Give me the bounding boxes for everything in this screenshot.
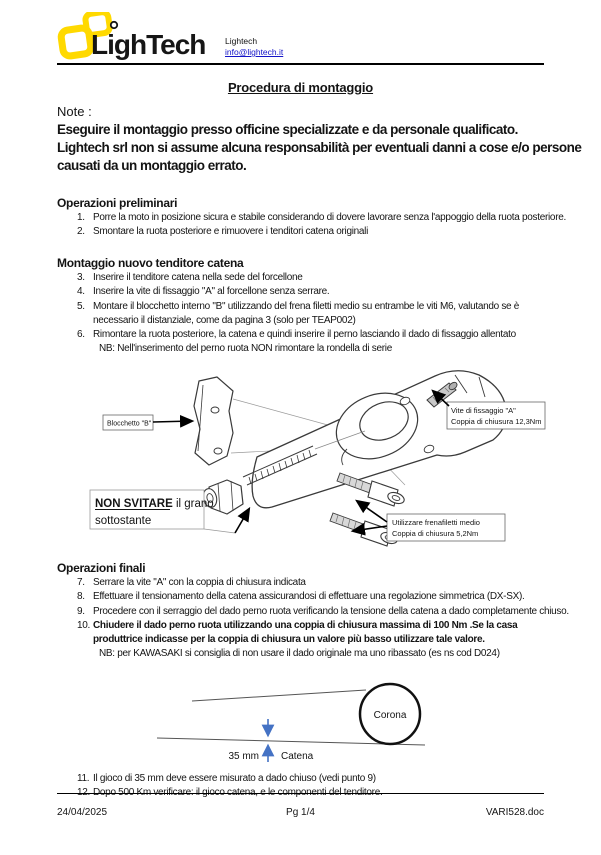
footer-page-number: Pg 1/4 bbox=[286, 807, 315, 818]
header-divider bbox=[57, 63, 544, 65]
page-footer bbox=[57, 793, 544, 818]
list-item bbox=[57, 772, 544, 786]
list-item bbox=[57, 271, 544, 285]
item-number: 8. bbox=[77, 591, 85, 602]
item-number: 12. bbox=[77, 787, 91, 798]
item-text: Dopo 500 Km verificare: il gioco catena, e le componenti del tenditore. bbox=[93, 787, 383, 798]
tensioner-exploded-drawing bbox=[57, 361, 547, 557]
item-text: Procedere con il serraggio del dado perno ruota verificando la tensione della catena a dado completamente chiuso. bbox=[93, 605, 569, 617]
section-heading-montaggio: Montaggio nuovo tenditore catena bbox=[57, 256, 244, 270]
list-item bbox=[57, 285, 544, 299]
callout-blocchetto-text: Blocchetto "B" bbox=[107, 420, 152, 428]
section-heading-preliminari: Operazioni preliminari bbox=[57, 196, 178, 210]
list-item bbox=[57, 590, 544, 604]
note-warning bbox=[57, 121, 582, 175]
item-number: 7. bbox=[77, 576, 85, 588]
corona-label: Corona bbox=[373, 710, 407, 721]
catena-label: Catena bbox=[281, 751, 314, 762]
item-text: Il gioco di 35 mm deve essere misurato a dado chiuso (vedi punto 9) bbox=[93, 772, 376, 784]
note-label: Note : bbox=[57, 104, 92, 119]
callout-vite-line2: Coppia di chiusura 12,3Nm bbox=[451, 417, 542, 426]
callout-blocchetto bbox=[103, 415, 192, 430]
header bbox=[57, 10, 544, 60]
callout-vite-line1: Vite di fissaggio "A" bbox=[451, 406, 516, 415]
item-nb-note: NB: Nell'inserimento del perno ruota NON rimontare la rondella di serie bbox=[99, 343, 392, 354]
item-text: Porre la moto in posizione sicura e stabile considerando di dovere lavorare senza l'appoggio della ruota posteriore. bbox=[93, 211, 566, 223]
item-number: 3. bbox=[77, 271, 85, 283]
list-item bbox=[57, 225, 544, 239]
tensioner-diagram bbox=[57, 361, 544, 557]
item-text: Effettuare il tensionamento della catena assicurandosi di effettuare una regolazione simmetrica (DX-SX). bbox=[93, 591, 525, 602]
item-nb-note: NB: per KAWASAKI si consiglia di non usare il dado originale ma uno ribassato (es ns cod D024) bbox=[99, 648, 500, 659]
header-contact bbox=[225, 36, 283, 58]
chain-top-line bbox=[192, 690, 366, 701]
callout-frena-line1: Utilizzare frenafiletti medio bbox=[392, 518, 480, 527]
page-title: Procedura di montaggio bbox=[227, 80, 374, 95]
item-text: Inserire la vite di fissaggio "A" al forcellone senza serrare. bbox=[93, 286, 330, 297]
item-text: Inserire il tenditore catena nella sede del forcellone bbox=[93, 271, 303, 283]
item-number: 1. bbox=[77, 211, 85, 223]
item-text: Montare il blocchetto interno "B" utilizzando del frena filetti medio su entrambe le viti M6, valutando se è necessario il distanziale, come da pagina 3 (solo per TEAP002) bbox=[93, 300, 520, 326]
note-line-2: Lightech srl non si assume alcuna responsabilità per eventuali danni a cose e/o persone bbox=[57, 140, 582, 155]
list-item bbox=[57, 328, 544, 342]
item-text: Chiudere il dado perno ruota utilizzando una coppia di chiusura massima di 100 Nm .Se la casa produttrice indicasse per la coppia di chiusura un valore più basso utilizzare tale valore. bbox=[93, 620, 518, 645]
logo-wordmark: LighTech bbox=[91, 29, 206, 60]
list-item bbox=[57, 211, 566, 225]
non-svitare-bold: NON SVITARE bbox=[95, 498, 173, 510]
list-item bbox=[57, 576, 544, 590]
item-text: Serrare la vite "A" con la coppia di chiusura indicata bbox=[93, 576, 306, 588]
m6-bolt-1-part bbox=[337, 473, 406, 506]
footer-divider bbox=[57, 793, 544, 794]
list-item bbox=[57, 619, 544, 647]
item-number: 6. bbox=[77, 329, 85, 340]
lightech-logo bbox=[57, 12, 215, 60]
item-number: 5. bbox=[77, 300, 85, 312]
logo-i-ring-icon bbox=[111, 22, 117, 28]
chain-slack-diagram bbox=[57, 669, 544, 771]
blocchetto-b-part bbox=[194, 377, 233, 465]
list-item bbox=[57, 300, 544, 328]
section-heading-finali: Operazioni finali bbox=[57, 561, 146, 575]
page bbox=[57, 0, 582, 855]
list-item bbox=[57, 605, 569, 619]
measure-label: 35 mm bbox=[228, 751, 259, 762]
item-number: 4. bbox=[77, 286, 85, 297]
item-text: Rimontare la ruota posteriore, la catena e quindi inserire il perno lasciando il dado di fissaggio allentato bbox=[93, 329, 516, 340]
footer-date: 24/04/2025 bbox=[57, 807, 108, 818]
company-name: Lightech bbox=[225, 36, 258, 46]
chain-slack-drawing bbox=[57, 669, 547, 771]
item-number: 10. bbox=[77, 620, 91, 631]
non-svitare-line2: sottostante bbox=[95, 515, 152, 527]
email-link[interactable]: info@lightech.it bbox=[225, 47, 284, 57]
non-svitare-rest: il grano bbox=[172, 498, 214, 510]
note-line-1: Eseguire il montaggio presso officine specializzate e da personale qualificato. bbox=[57, 122, 518, 137]
callout-frena-line2: Coppia di chiusura 5,2Nm bbox=[392, 529, 479, 538]
footer-filename: VARI528.doc bbox=[485, 807, 544, 818]
item-text: Smontare la ruota posteriore e rimuovere i tenditori catena originali bbox=[93, 226, 369, 237]
note-line-3: causati da un montaggio errato. bbox=[57, 158, 247, 173]
item-number: 9. bbox=[77, 605, 85, 617]
item-number: 2. bbox=[77, 226, 85, 237]
svg-text:NON SVITARE il grano bbox=[95, 498, 214, 510]
item-number: 11. bbox=[77, 772, 90, 784]
